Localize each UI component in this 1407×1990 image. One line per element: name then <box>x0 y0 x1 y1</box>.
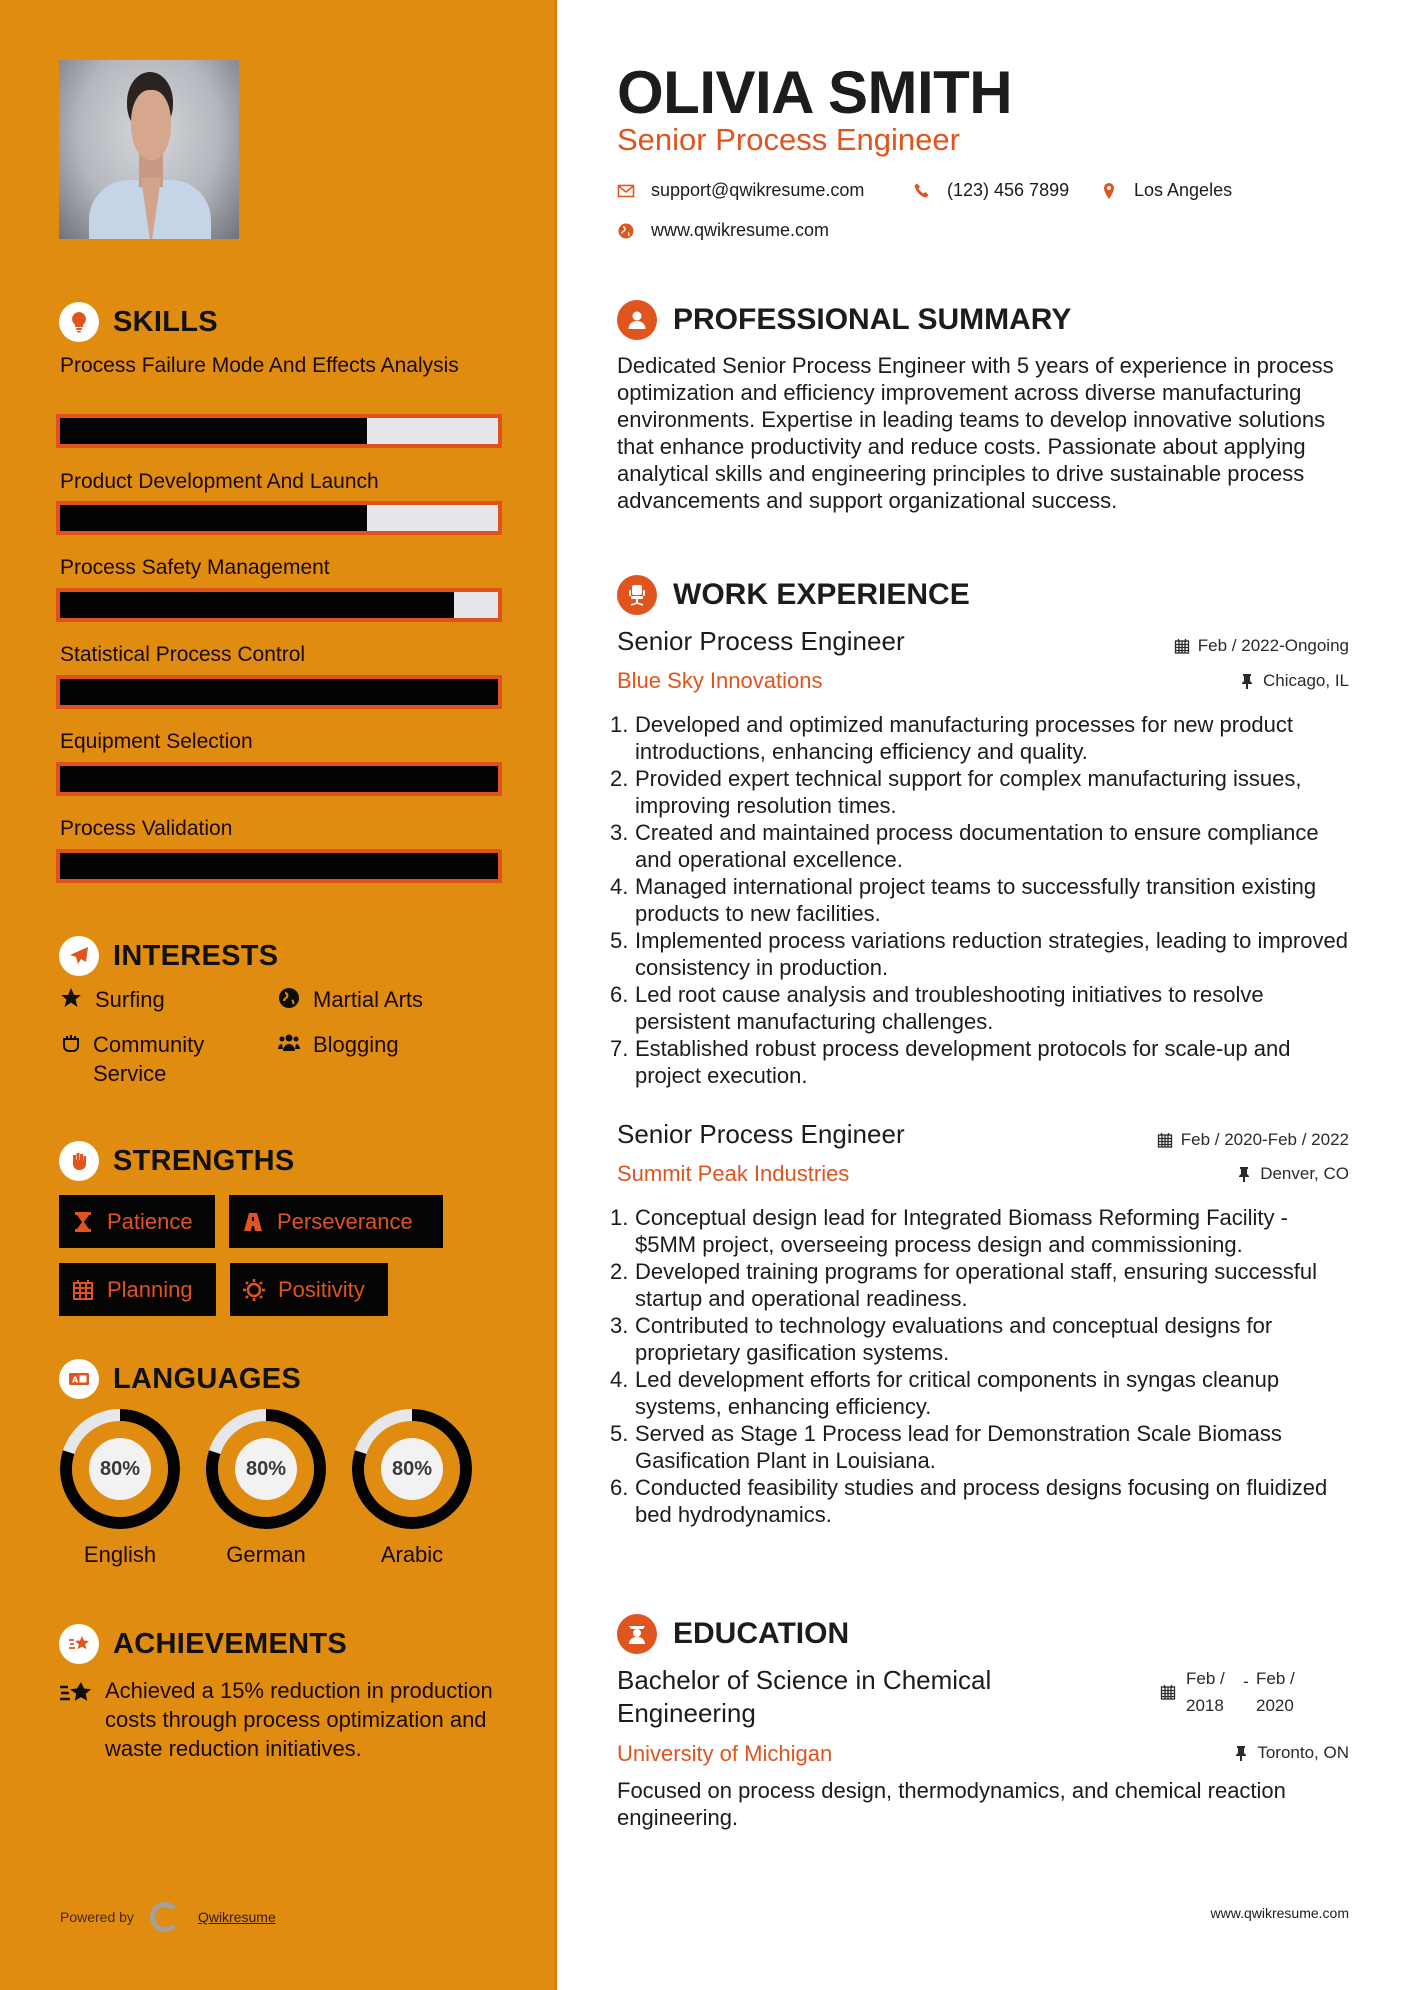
language-progress-ring <box>351 1408 473 1530</box>
job-location: Denver, CO <box>1236 1164 1349 1184</box>
achievements-heading <box>59 1624 347 1664</box>
paper-plane-icon <box>59 936 99 976</box>
profile-photo <box>59 60 239 239</box>
strengths-title: STRENGTHS <box>113 1144 295 1177</box>
candidate-role: Senior Process Engineer <box>617 122 960 157</box>
language-name: German <box>226 1542 306 1567</box>
education-description: Focused on process design, thermodynamics, and chemical reaction engineering. <box>617 1778 1286 1830</box>
envelope-icon <box>617 182 635 200</box>
interests-title: INTERESTS <box>113 939 279 972</box>
strength-badge: Perseverance <box>229 1195 443 1248</box>
duty-item: Created and maintained process documentation to ensure compliance and operational excellence. <box>635 820 1319 872</box>
road-icon <box>241 1210 265 1234</box>
education-title: EDUCATION <box>673 1617 850 1650</box>
skill-bar <box>56 414 502 448</box>
shooting-star-icon <box>59 1678 93 1708</box>
users-icon <box>277 1031 303 1057</box>
fist-icon <box>59 1031 83 1057</box>
duty-item: Conducted feasibility studies and process designs focusing on fluidized bed hydrodynamics. <box>635 1475 1328 1527</box>
graduate-icon <box>617 1614 657 1654</box>
job-duties-list <box>610 1204 1355 1528</box>
language-percent: 80% <box>235 1438 297 1500</box>
language-item <box>351 1408 473 1568</box>
skills-title: SKILLS <box>113 305 218 338</box>
phone-icon <box>913 182 931 200</box>
duty-item: Served as Stage 1 Process lead for Demonstration Scale Biomass Gasification Plant in Louisiana. <box>635 1421 1282 1473</box>
language-name: Arabic <box>380 1542 444 1567</box>
skill-bar-fill <box>60 766 498 792</box>
education-dates <box>1160 1665 1306 1719</box>
job-dates: Feb / 2020-Feb / 2022 <box>1157 1130 1349 1150</box>
globe-icon <box>617 222 635 240</box>
strength-badge: Planning <box>59 1263 216 1316</box>
languages-heading <box>59 1359 301 1399</box>
interest-item: Surfing <box>59 985 165 1014</box>
powered-by-label: Powered by <box>60 1909 134 1925</box>
date-separator: - <box>1243 1672 1249 1691</box>
end-month: Feb / <box>1256 1669 1295 1688</box>
contact-website[interactable]: www.qwikresume.com <box>617 220 829 241</box>
shooting-star-icon <box>59 1624 99 1664</box>
education-heading <box>617 1614 849 1654</box>
map-pin-icon <box>1100 182 1118 200</box>
skill-bar <box>56 762 502 796</box>
hourglass-icon <box>71 1210 95 1234</box>
language-item <box>205 1408 327 1568</box>
duty-item: Implemented process variations reduction strategies, leading to improved consistency in production. <box>635 928 1348 980</box>
contact-email[interactable]: support@qwikresume.com <box>617 180 864 201</box>
school-name: University of Michigan <box>617 1741 833 1766</box>
skill-bar-fill <box>60 853 498 879</box>
company-name: Blue Sky Innovations <box>617 668 823 693</box>
skill-bar <box>56 849 502 883</box>
strength-badge: Positivity <box>230 1263 388 1316</box>
end-year: 2020 <box>1256 1696 1294 1715</box>
language-name: English <box>83 1542 157 1567</box>
interest-item: Community Service <box>59 1030 259 1088</box>
pushpin-icon <box>1239 673 1255 689</box>
powered-by <box>60 1902 276 1932</box>
degree-title: Bachelor of Science in Chemical Engineering <box>617 1665 992 1728</box>
achievement-text: Achieved a 15% reduction in production costs through process optimization and waste reduction initiatives. <box>105 1678 493 1761</box>
pushpin-icon <box>1236 1166 1252 1182</box>
skill-label: Equipment Selection <box>60 730 253 753</box>
contact-location: Los Angeles <box>1100 180 1232 201</box>
job-title: Senior Process Engineer <box>617 1119 905 1149</box>
summary-text: Dedicated Senior Process Engineer with 5 years of experience in process optimization and efficiency improvement across diverse manufacturing environments. Expertise in leading teams to develop innovative solutions that enhance productivity and reduce costs. Passionate about applying analytical skills and engineering principles to drive sustainable process advancements and support organizational success. <box>617 353 1334 513</box>
language-progress-ring <box>205 1408 327 1530</box>
skill-bar <box>56 588 502 622</box>
strengths-heading <box>59 1141 295 1181</box>
experience-heading <box>617 575 970 615</box>
duty-item: Developed training programs for operational staff, ensuring successful startup and operational readiness. <box>635 1259 1317 1311</box>
sidebar <box>0 0 557 1990</box>
calendar-icon <box>1157 1132 1173 1148</box>
duty-item: Developed and optimized manufacturing processes for new product introductions, enhancing efficiency and quality. <box>635 712 1293 764</box>
job-title: Senior Process Engineer <box>617 626 905 656</box>
globe-icon <box>277 986 303 1012</box>
duty-item: Led root cause analysis and troubleshooting initiatives to resolve persistent manufacturing challenges. <box>635 982 1264 1034</box>
duty-item: Managed international project teams to successfully transition existing products to new facilities. <box>635 874 1317 926</box>
interest-item: Martial Arts <box>277 985 423 1014</box>
star-icon <box>59 986 85 1012</box>
start-month: Feb / <box>1186 1669 1225 1688</box>
achievement-item <box>59 1676 499 1763</box>
skill-label: Statistical Process Control <box>60 643 306 666</box>
calendar-icon <box>1174 638 1190 654</box>
skill-label: Product Development And Launch <box>60 470 379 493</box>
skill-label: Process Validation <box>60 817 233 840</box>
duty-item: Contributed to technology evaluations and conceptual designs for proprietary gasification systems. <box>635 1313 1273 1365</box>
skill-bar-fill <box>60 418 367 444</box>
interests-heading <box>59 936 278 976</box>
strength-badge: Patience <box>59 1195 215 1248</box>
duty-item: Led development efforts for critical components in syngas cleanup systems, enhancing efficiency. <box>635 1367 1280 1419</box>
skill-bar-fill <box>60 679 498 705</box>
job-location: Chicago, IL <box>1239 671 1349 691</box>
language-percent: 80% <box>381 1438 443 1500</box>
skill-bar-fill <box>60 592 454 618</box>
calendar-icon <box>71 1278 95 1302</box>
education-location: Toronto, ON <box>1233 1743 1349 1763</box>
job-duties-list <box>610 711 1355 1089</box>
language-progress-ring <box>59 1408 181 1530</box>
achievements-title: ACHIEVEMENTS <box>113 1627 348 1660</box>
office-chair-icon <box>617 575 657 615</box>
raised-fist-icon <box>59 1141 99 1181</box>
duty-item: Provided expert technical support for complex manufacturing issues, improving resolution times. <box>635 766 1302 818</box>
skill-label: Process Failure Mode And Effects Analysis <box>60 354 459 377</box>
calendar-icon <box>1160 1681 1176 1697</box>
duty-item: Conceptual design lead for Integrated Biomass Reforming Facility - $5MM project, overseeing process design and commissioning. <box>635 1205 1288 1257</box>
skill-bar <box>56 501 502 535</box>
user-icon <box>617 300 657 340</box>
job-dates: Feb / 2022-Ongoing <box>1174 636 1349 656</box>
experience-title: WORK EXPERIENCE <box>673 578 970 611</box>
svg-text:A: A <box>72 1375 79 1385</box>
language-item <box>59 1408 181 1568</box>
footer-website[interactable]: www.qwikresume.com <box>1210 1905 1349 1921</box>
languages-title: LANGUAGES <box>113 1362 301 1395</box>
candidate-name: OLIVIA SMITH <box>617 59 1013 126</box>
contact-phone[interactable]: (123) 456 7899 <box>913 180 1069 201</box>
qwikresume-link[interactable]: Qwikresume <box>197 1909 276 1925</box>
skill-bar-fill <box>60 505 367 531</box>
language-percent: 80% <box>89 1438 151 1500</box>
qwikresume-logo-icon <box>150 1902 180 1932</box>
duty-item: Established robust process development protocols for scale-up and project execution. <box>635 1036 1291 1088</box>
skill-bar <box>56 675 502 709</box>
summary-title: PROFESSIONAL SUMMARY <box>673 303 1072 336</box>
start-year: 2018 <box>1186 1696 1224 1715</box>
sun-icon <box>242 1278 266 1302</box>
translate-icon <box>59 1359 99 1399</box>
interest-item: Blogging <box>277 1030 399 1059</box>
skills-heading <box>59 302 218 342</box>
pushpin-icon <box>1233 1745 1249 1761</box>
skill-label: Process Safety Management <box>60 556 330 579</box>
lightbulb-icon <box>59 302 99 342</box>
summary-heading <box>617 300 1071 340</box>
company-name: Summit Peak Industries <box>617 1161 850 1186</box>
